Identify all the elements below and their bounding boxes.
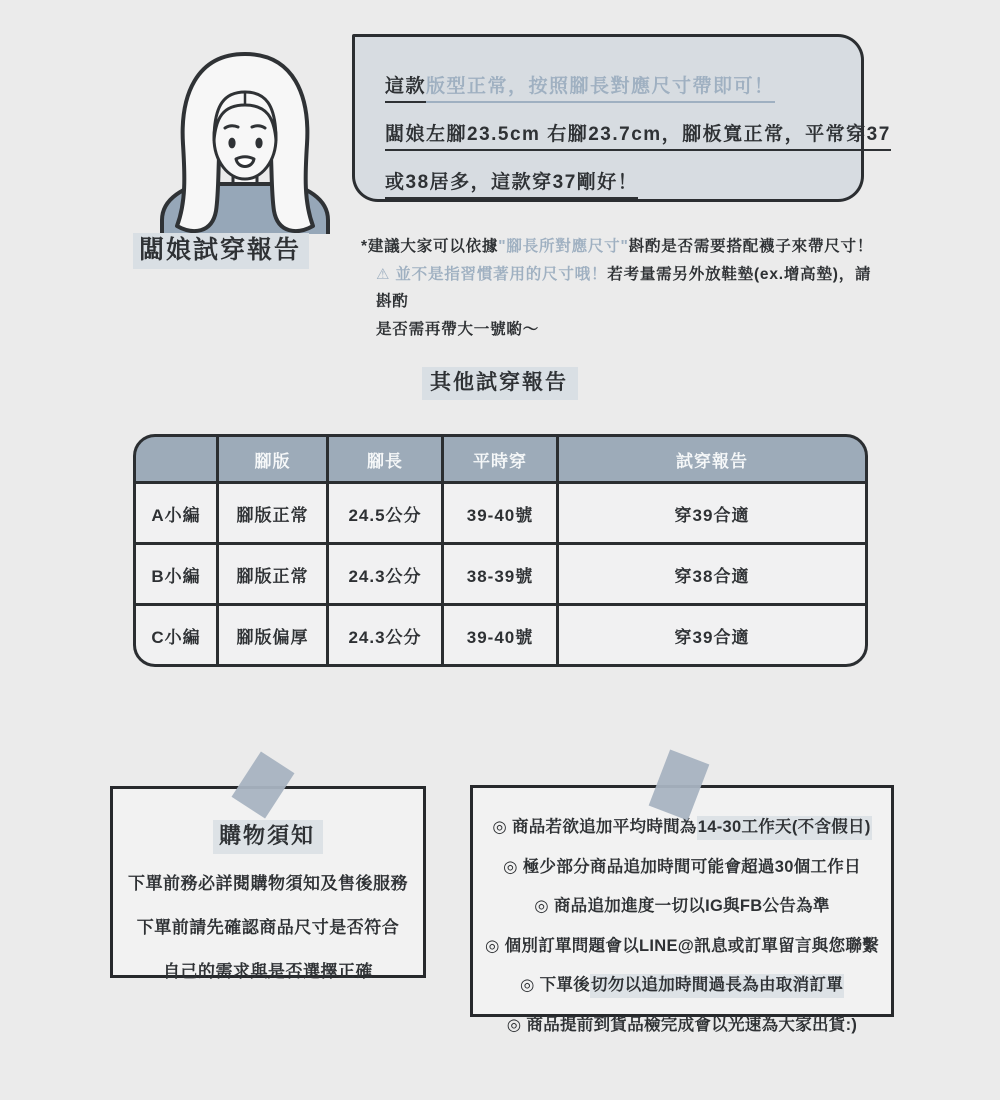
shopping-notice-line-1: 下單前務必詳閱購物須知及售後服務 (128, 874, 408, 893)
bubble-line-3: 或38居多，這款穿37剛好！ (385, 167, 831, 194)
bubble-line-1 (385, 71, 831, 98)
bullet-icon: ◎ (492, 818, 508, 836)
bullet-icon: ◎ (534, 897, 549, 915)
avatar-caption-text: 闆娘試穿報告 (133, 233, 309, 269)
restock-item-2: ◎ 極少部分商品追加時間可能會超過30個工作日 (503, 857, 861, 876)
bullet-icon: ◎ (506, 1015, 522, 1034)
restock-item-4: ◎ 個別訂單問題會以LINE@訊息或訂單留言與您聯繫 (485, 936, 879, 955)
restock-item-5: ◎ 下單後切勿以追加時間過長為由取消訂單 (473, 971, 891, 995)
restock-item-3: ◎ 商品追加進度一切以IG與FB公告為準 (534, 897, 830, 915)
table-row-b-length: 24.3公分 (329, 545, 441, 603)
note-line-1: *建議大家可以依據"腳長所對應尺寸"斟酌是否需要搭配襪子來帶尺寸！ (361, 238, 874, 255)
bullet-icon: ◎ (503, 857, 518, 876)
bullet-icon: ◎ (485, 936, 500, 955)
table-header-foot-length: 腳長 (329, 437, 441, 481)
restock-item-1: ◎ 商品若欲追加平均時間為14-30工作天(不含假日) (473, 813, 891, 837)
avatar-caption (133, 230, 309, 266)
restock-notice-box (470, 785, 894, 1034)
fitting-speech-bubble (352, 34, 891, 202)
restock-item-6: ◎ 商品提前到貨品檢完成會以光速為大家出貨:) (506, 1015, 858, 1034)
table-row-c-name: C小編 (136, 606, 216, 664)
table-header-foot-shape: 腳版 (219, 437, 326, 481)
table-row-a-report: 穿39合適 (559, 484, 865, 542)
table-row-b-size: 38-39號 (444, 545, 556, 603)
table-row-a-shape: 腳版正常 (219, 484, 326, 542)
fitting-report-table (133, 434, 868, 667)
bubble-line-1-dark: 這款 (385, 76, 426, 103)
sizing-advisory-note (361, 233, 885, 343)
table-row-a-name: A小編 (136, 484, 216, 542)
avatar-left-eye (228, 138, 235, 149)
shopping-notice-box (110, 786, 426, 981)
table-row-a-size: 39-40號 (444, 484, 556, 542)
boss-lady-avatar-illustration (140, 44, 350, 234)
bullet-icon: ◎ (520, 976, 535, 994)
avatar-mouth (236, 157, 254, 167)
shopping-notice-line-2: 下單前請先確認商品尺寸是否符合 (136, 918, 400, 937)
table-row-c-shape: 腳版偏厚 (219, 606, 326, 664)
note-line-3: 是否需再帶大一號喲～ (376, 320, 540, 338)
note-line-2: ⚠ 並不是指習慣著用的尺寸哦！若考量需另外放鞋墊(ex.增高墊)，請斟酌 (376, 265, 872, 310)
table-row-b-report: 穿38合適 (559, 545, 865, 603)
avatar-right-eye (255, 138, 262, 149)
table-row-b-name: B小編 (136, 545, 216, 603)
table-row-c-size: 39-40號 (444, 606, 556, 664)
bubble-line-1-light: 版型正常，按照腳長對應尺寸帶即可！ (426, 76, 775, 103)
warning-icon: ⚠ (376, 265, 391, 283)
table-header-usual-size: 平時穿 (444, 437, 556, 481)
table-header-report: 試穿報告 (559, 437, 865, 481)
shopping-notice-title: 購物須知 (113, 819, 423, 850)
table-row-c-report: 穿39合適 (559, 606, 865, 664)
table-row-b-shape: 腳版正常 (219, 545, 326, 603)
shopping-notice-line-3: 自己的需求與是否選擇正確 (163, 962, 373, 981)
bubble-line-2: 闆娘左腳23.5cm 右腳23.7cm，腳板寬正常，平常穿37 (385, 119, 831, 146)
table-row-c-length: 24.3公分 (329, 606, 441, 664)
other-reports-heading: 其他試穿報告 (0, 366, 1000, 396)
table-header-empty (136, 437, 216, 481)
table-row-a-length: 24.5公分 (329, 484, 441, 542)
